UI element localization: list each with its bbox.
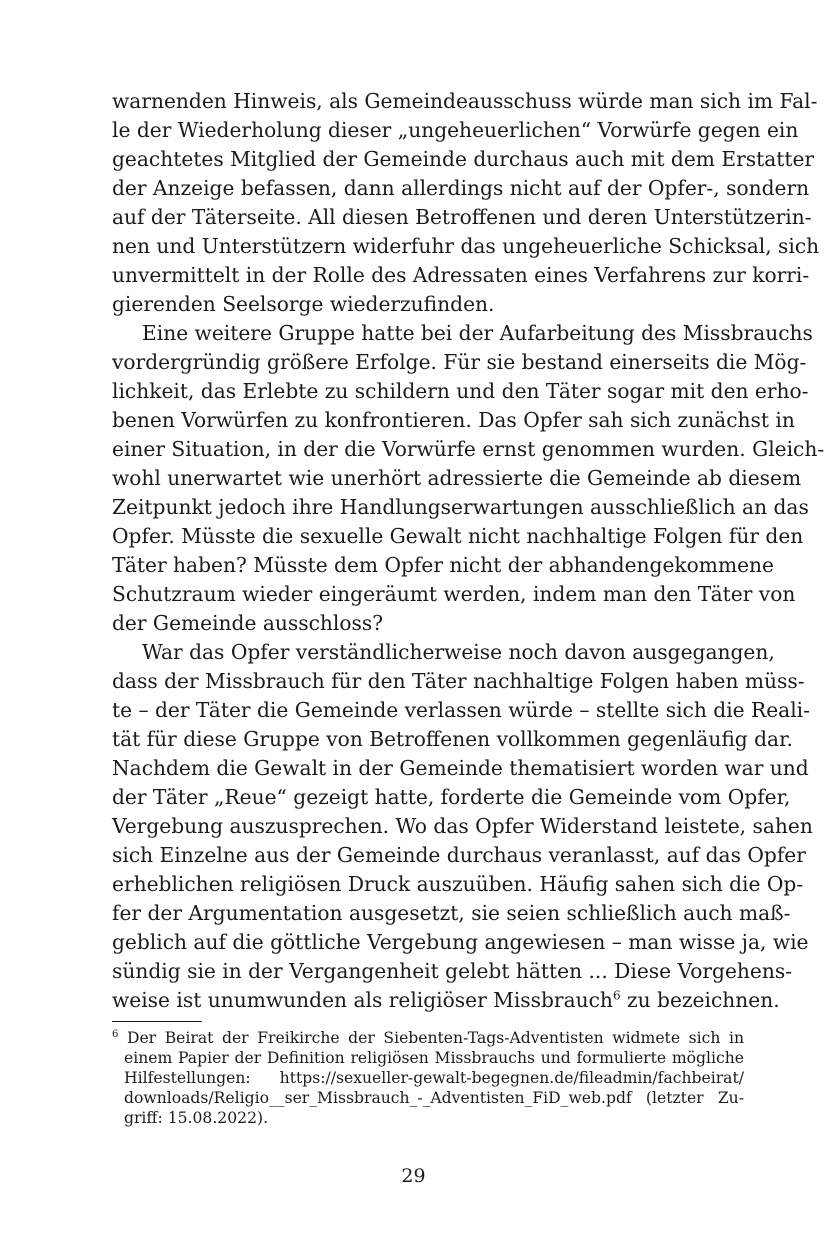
body-line: sich Einzelne aus der Gemeinde durchaus veranlasst, auf das Opfer — [112, 843, 806, 867]
body-line: auf der Täterseite. All diesen Betroffenen und deren Unterstützerin- — [112, 205, 812, 229]
body-line: dass der Missbrauch für den Täter nachhaltige Folgen haben müss- — [112, 669, 805, 693]
body-line: benen Vorwürfen zu konfrontieren. Das Opfer sah sich zunächst in — [112, 408, 795, 432]
footnote-divider — [112, 1021, 202, 1022]
footnote-marker: 6 — [112, 1028, 119, 1040]
body-line: einer Situation, in der die Vorwürfe ernst genommen wurden. Gleich- — [112, 437, 825, 461]
body-line: fer der Argumentation ausgesetzt, sie seien schließlich auch maß- — [112, 901, 791, 925]
body-line: warnenden Hinweis, als Gemeindeausschuss würde man sich im Fal- — [112, 89, 818, 113]
body-line: Täter haben? Müsste dem Opfer nicht der abhandengekommene — [112, 553, 774, 577]
body-line: der Gemeinde ausschloss? — [112, 611, 384, 635]
page-number: 29 — [401, 1165, 426, 1187]
body-line: lichkeit, das Erlebte zu schildern und den Täter sogar mit den erho- — [112, 379, 809, 403]
body-line: sündig sie in der Vergangenheit gelebt hätten ... Diese Vorgehens- — [112, 959, 793, 983]
body-line: Nachdem die Gewalt in der Gemeinde thematisiert worden war und — [112, 756, 809, 780]
body-line: Eine weitere Gruppe hatte bei der Aufarbeitung des Missbrauchs — [142, 321, 813, 345]
body-line: vordergründig größere Erfolge. Für sie bestand einerseits die Mög- — [112, 350, 807, 374]
body-line: geachtetes Mitglied der Gemeinde durchaus auch mit dem Erstatter — [112, 147, 815, 171]
body-line: unvermittelt in der Rolle des Adressaten eines Verfahrens zur korri- — [112, 263, 810, 287]
body-line: Opfer. Müsste die sexuelle Gewalt nicht nachhaltige Folgen für den — [112, 524, 804, 548]
body-line: te – der Täter die Gemeinde verlassen würde – stellte sich die Reali- — [112, 698, 810, 722]
body-line: Vergebung auszusprechen. Wo das Opfer Widerstand leistete, sahen — [112, 814, 813, 838]
body-line: nen und Unterstützern widerfuhr das ungeheuerliche Schicksal, sich — [112, 234, 820, 258]
body-line: erheblichen religiösen Druck auszuüben. Häufig sahen sich die Op- — [112, 872, 804, 896]
body-line: Zeitpunkt jedoch ihre Handlungserwartungen ausschließlich an das — [112, 495, 809, 519]
footnote-line — [112, 1028, 744, 1048]
footnote-line: einem Papier der Definition religiösen Missbrauchs und formulierte mögliche — [124, 1049, 744, 1067]
footnote-line[interactable]: Hilfestellungen: https://sexueller-gewalt-begegnen.de/fileadmin/fachbeirat/ — [124, 1069, 744, 1087]
body-line-tail: zu bezeichnen. — [620, 988, 780, 1012]
footnote-reference[interactable]: 6 — [612, 988, 621, 1003]
body-line: War das Opfer verständlicherweise noch davon ausgegangen, — [142, 640, 775, 664]
body-line: der Anzeige befassen, dann allerdings nicht auf der Opfer-, sondern — [112, 176, 810, 200]
body-line: wohl unerwartet wie unerhört adressierte die Gemeinde ab diesem — [112, 466, 802, 490]
footnote-line[interactable]: downloads/Religio__ser_Missbrauch_-_Adventisten_FiD_web.pdf (letzter Zu- — [124, 1089, 744, 1107]
body-line: Schutzraum wieder eingeräumt werden, indem man den Täter von — [112, 582, 796, 606]
body-line-final — [112, 985, 780, 1015]
body-line: geblich auf die göttliche Vergebung angewiesen – man wisse ja, wie — [112, 930, 809, 954]
footnote-line: griff: 15.08.2022). — [124, 1109, 269, 1127]
body-line: le der Wiederholung dieser „ungeheuerlichen“ Vorwürfe gegen ein — [112, 118, 799, 142]
body-line: gierenden Seelsorge wiederzufinden. — [112, 292, 495, 316]
footnote-text: Der Beirat der Freikirche der Siebenten-Tags-Adventisten widmete sich in — [126, 1029, 744, 1047]
body-line: tät für diese Gruppe von Betroffenen vollkommen gegenläufig dar. — [112, 727, 793, 751]
body-line-text: weise ist unumwunden als religiöser Missbrauch — [112, 988, 613, 1012]
body-line: der Täter „Reue“ gezeigt hatte, forderte die Gemeinde vom Opfer, — [112, 785, 791, 809]
